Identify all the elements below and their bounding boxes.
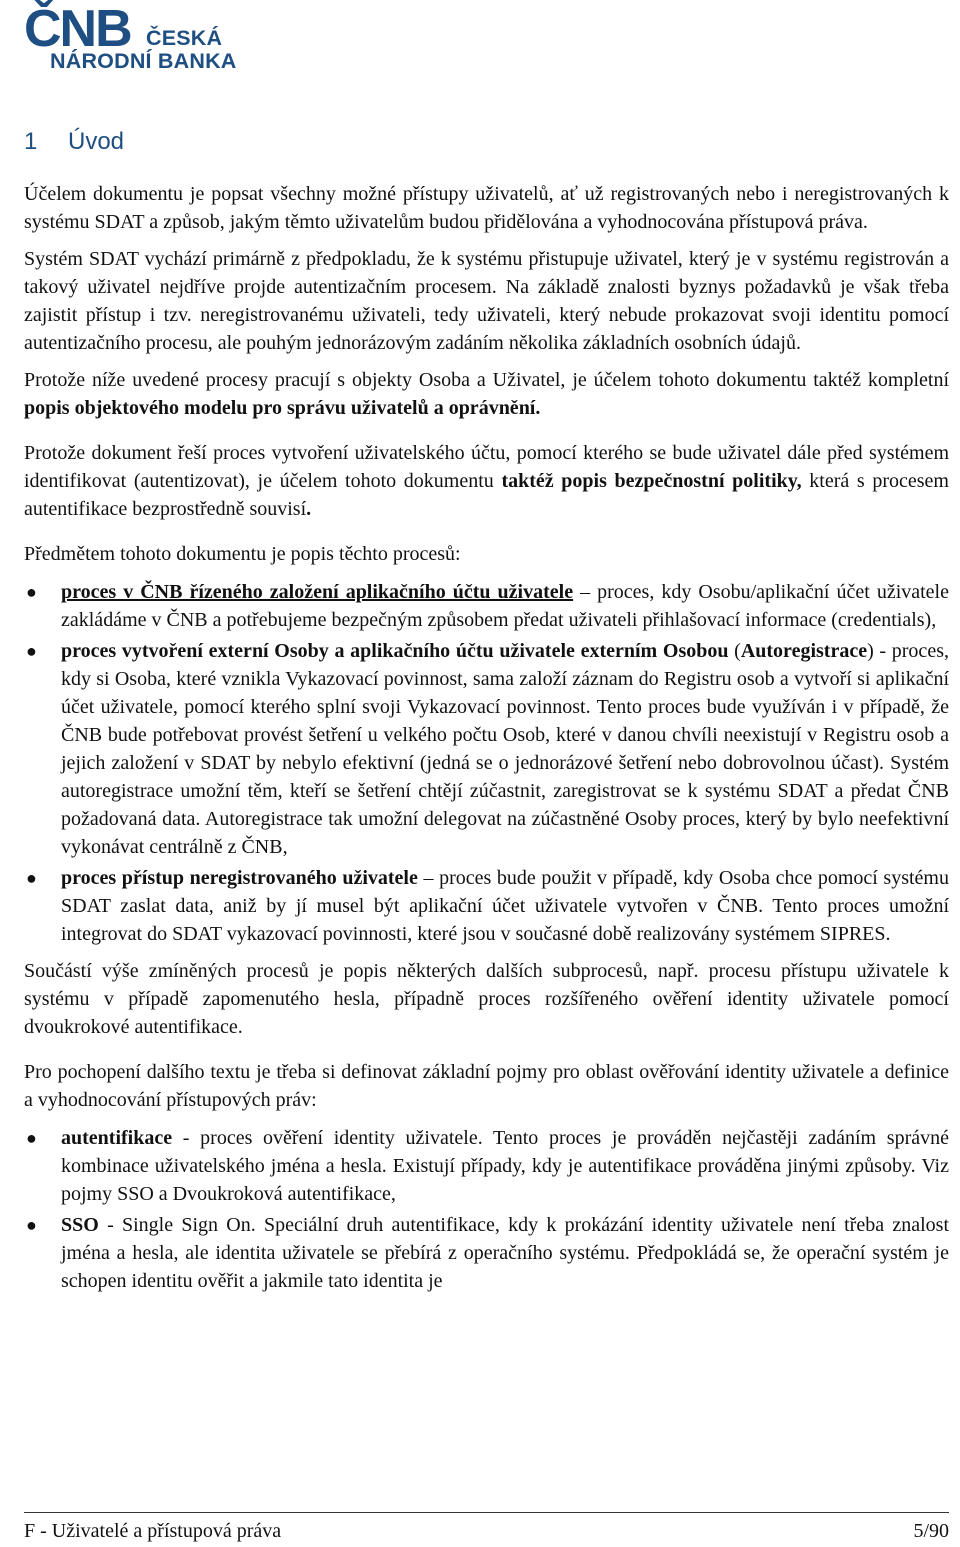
bullet-icon: ● [26,1128,37,1148]
list-item: ● SSO - Single Sign On. Speciální druh autentifikace, kdy k prokázání identity uživatele není třeba znalost jména a hesla, ale identita uživatele se přebírá z operačního systému. Předpokládá se, že operační systém je schopen identitu ověřit a jakmile tato identita je [24,1211,949,1295]
section-heading [24,124,949,160]
bullet-icon: ● [26,868,37,888]
paragraph-object-model: Protože níže uvedené procesy pracují s objekty Osoba a Uživatel, je účelem tohoto dokumentu taktéž kompletní popis objektového modelu pro správu uživatelů a oprávnění. [24,369,949,419]
paragraph-security-policy: Protože dokument řeší proces vytvoření uživatelského účtu, pomocí kterého se bude uživatel dále před systémem identifikovat (autentizovat), je účelem tohoto dokumentu taktéž popis bezpečnostní politiky, která s procesem autentifikace bezprostředně souvisí. [24,442,949,520]
list-item: ● autentifikace - proces ověření identity uživatele. Tento proces je prováděn nejčastěji zadáním správné kombinace uživatelského jména a hesla. Existují případy, kdy je autentifikace prováděna jinými způsoby. Viz pojmy SSO a Dvoukroková autentifikace, [24,1124,949,1208]
paragraph-processes-intro: Předmětem tohoto dokumentu je popis těchto procesů: [24,543,461,565]
bullet-icon: ● [26,641,37,661]
footer-title: F - Uživatelé a přístupová práva [24,1520,282,1542]
paragraph-purpose: Účelem dokumentu je popsat všechny možné přístupy uživatelů, ať už registrovaných nebo i neregistrovaných k systému SDAT a způsob, jakým těmto uživatelům budou přidělována a vyhodnocována přístupová práva. [24,183,949,233]
list-item: ● proces vytvoření externí Osoby a aplikačního účtu uživatele externím Osobou (Autoregistrace) - proces, kdy si Osoba, které vznikla Vykazovací povinnost, sama založí záznam do Registru osob a vytvoří si aplikační účet uživatele, pomocí kterého splní svoji Vykazovací povinnost. Tento proces bude využíván i v případě, že ČNB bude potřebovat provést šetření u velkého počtu Osob, které v danou chvíli neexistují v Registru osob a jejich založení v SDAT by nebylo efektivní (jedná se o jednorázové šetření nebo dobrovolnou účast). Systém autoregistrace umožní těm, kteří se šetření chtějí zúčastnit, zaregistrovat se k systému SDAT a předat ČNB požadovaná data. Autoregistrace tak umožní delegovat na zúčastněné Osoby proces, který by bylo neefektivní vykonávat centrálně z ČNB, [24,637,949,861]
logo-line-1: ČESKÁ [146,26,223,50]
page-number: 5/90 [913,1520,949,1542]
cnb-logo [24,0,237,75]
paragraph-subprocesses: Součástí výše zmíněných procesů je popis některých dalších subprocesů, např. procesu přístupu uživatele k systému v případě zapomenutého hesla, případně proces rozšířeného ověření identity uživatele pomocí dvoukrokové autentifikace. [24,960,949,1038]
section-number: 1 [24,128,38,155]
definition-list [24,1124,949,1295]
logo-line-2: NÁRODNÍ BANKA [50,49,237,73]
bullet-icon: ● [26,582,37,602]
bullet-icon: ● [26,1215,37,1235]
paragraph-system: Systém SDAT vychází primárně z předpokladu, že k systému přistupuje uživatel, který je v systému registrován a takový uživatel nejdříve projde autentizačním procesem. Na základě znalosti byznys požadavků je však třeba zajistit přístup i tzv. neregistrovanému uživateli, tedy uživateli, který nebude prokazovat svoji identitu pomocí autentizačního procesu, ale pouhým jednorázovým zadáním několika základních osobních údajů. [24,248,949,354]
document-body [24,124,949,1298]
section-title: Úvod [68,128,125,155]
list-item: ● proces v ČNB řízeného založení aplikačního účtu uživatele – proces, kdy Osobu/aplikační účet uživatele zakládáme v ČNB a potřebujeme bezpečným způsobem předat uživateli přihlašovací informace (credentials), [24,578,949,634]
paragraph-definitions-intro: Pro pochopení dalšího textu je třeba si definovat základní pojmy pro oblast ověřování identity uživatele a definice a vyhodnocování přístupových práv: [24,1061,949,1111]
process-list [24,578,949,948]
page-footer [24,1512,949,1545]
list-item: ● proces přístup neregistrovaného uživatele – proces bude použit v případě, kdy Osoba chce pomocí systému SDAT zaslat data, aniž by jí musel být aplikační účet uživatele vytvořen v ČNB. Tento proces umožní integrovat do SDAT vykazovací povinnosti, které jsou v současné době realizovány systémem SIPRES. [24,864,949,948]
logo-mark: ČNB [24,0,131,58]
